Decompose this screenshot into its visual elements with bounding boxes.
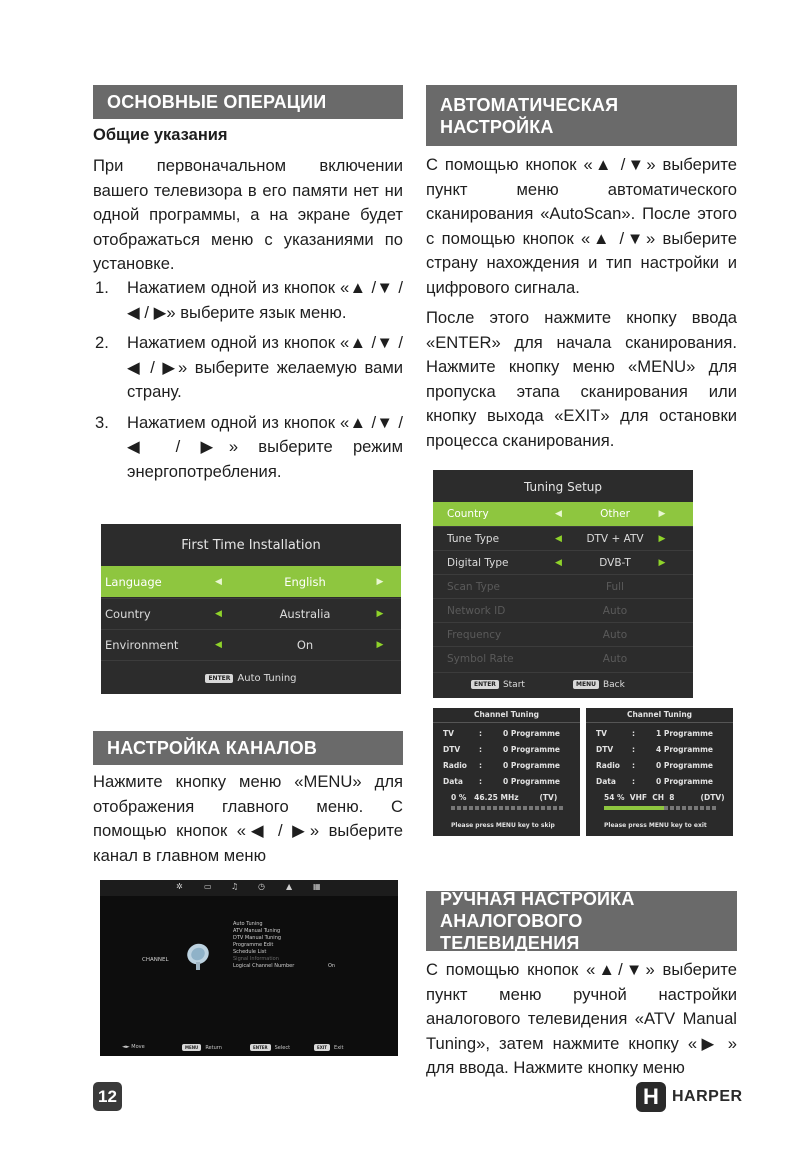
setup-tab-icon[interactable]: ▦ <box>313 882 321 891</box>
auto-paragraph-2: После этого нажмите кнопку ввода «ENTER» для начала сканирования. Нажмите кнопку меню «MENU» для пропуска этапа сканирования или кнопку выхода «EXIT» для остановки процесса сканирования. <box>426 308 737 450</box>
fti-row-environment[interactable]: Environment ◀ On ▶ <box>101 629 401 659</box>
ts-footer: ENTER Start MENU Back <box>433 672 693 697</box>
channels-paragraph: Нажмите кнопку меню «MENU» для отображения главного меню. С помощью кнопок «◀ / ▶» выберите канал в главном меню <box>93 772 403 865</box>
menu-item[interactable]: Programme Edit <box>233 942 274 948</box>
ts-row-network-id: Network ID Auto <box>433 598 693 622</box>
scan-note: Please press MENU key to skip <box>451 822 555 829</box>
screen-title: First Time Installation <box>181 538 321 553</box>
scan-status: 0 % 46.25 MHz (TV) <box>451 793 558 802</box>
fti-row-country[interactable]: Country ◀ Australia ▶ <box>101 598 401 628</box>
menu-item[interactable]: DTV Manual Tuning <box>233 935 282 941</box>
section-heading-manual-atv: РУЧНАЯ НАСТРОЙКА АНАЛОГОВОГО ТЕЛЕВИДЕНИЯ <box>426 891 737 951</box>
brand-logo <box>636 1082 743 1112</box>
arrow-right-icon: ▶ <box>376 576 384 587</box>
arrow-left-icon: ◀ <box>215 639 222 650</box>
enter-key-icon: ENTER <box>205 674 233 683</box>
ts-row-frequency: Frequency Auto <box>433 622 693 646</box>
menu-item[interactable]: Logical Channel Number <box>233 963 295 969</box>
fti-row-language[interactable]: Language ◀ English ▶ <box>101 566 401 597</box>
screen-title: Channel Tuning <box>586 708 733 723</box>
auto-paragraph-1: С помощью кнопок «▲ /▼» выберите пункт меню автоматического сканирования «AutoScan». После этого с помощью кнопок «▲ /▼» выберите страну нахождения и тип настройки и цифрового сигнала. <box>426 155 737 297</box>
arrow-right-icon: ▶ <box>376 608 384 619</box>
main-menu-screen <box>100 880 398 1056</box>
lock-tab-icon[interactable]: ▲ <box>286 882 293 891</box>
section-heading-basic-operations: ОСНОВНЫЕ ОПЕРАЦИИ <box>93 85 403 119</box>
brand-name: HARPER <box>672 1088 743 1105</box>
menu-item[interactable]: ATV Manual Tuning <box>233 928 281 934</box>
satellite-dish-icon <box>184 940 214 972</box>
manual-paragraph: С помощью кнопок «▲/▼» выберите пункт меню ручной настройки аналогового телевидения «ATV Manual Tuning», затем нажмите кнопку «▶ » для ввода. Нажмите кнопку меню <box>426 960 737 1077</box>
fti-footer: ENTER Auto Tuning <box>101 660 401 695</box>
channel-tuning-screen-2: Channel Tuning TV : 1 Programme DTV : 4 Programme Radio : 0 Programme Data : 0 Programme 54 % VHF CH 8 (DTV) Please press MENU key to exit <box>586 708 733 836</box>
steps-list <box>93 276 403 490</box>
scan-progress-fill <box>604 806 664 810</box>
menu-footer: ◄► Move MENU Return ENTER Select EXIT Exit <box>122 1044 344 1051</box>
page-number: 12 <box>93 1082 122 1111</box>
channel-tuning-screen-1: Channel Tuning TV : 0 Programme DTV : 0 Programme Radio : 0 Programme Data : 0 Programme 0 % 46.25 MHz (TV) Please press MENU key to skip <box>433 708 580 836</box>
menu-item[interactable]: Schedule List <box>233 949 267 955</box>
enter-key-icon: ENTER <box>471 680 499 689</box>
first-time-installation-screen <box>101 524 401 694</box>
intro-paragraph: При первоначальном включении вашего телевизора в его памяти нет ни одной программы, а на экране будет отображаться меню с указаниями по установке. <box>93 156 403 273</box>
screen-title: Tuning Setup <box>523 480 603 494</box>
arrow-left-icon: ◀ <box>215 576 222 587</box>
screen-title: Channel Tuning <box>433 708 580 723</box>
subheading-general: Общие указания <box>93 126 228 144</box>
menu-item[interactable]: Auto Tuning <box>233 921 263 927</box>
brand-logo-icon: H <box>636 1082 666 1112</box>
tuning-setup-screen <box>433 470 693 698</box>
arrow-left-icon: ◀ <box>555 557 562 568</box>
menu-top-bar <box>100 880 398 896</box>
ts-row-symbol-rate: Symbol Rate Auto <box>433 646 693 670</box>
channel-tab-icon[interactable]: ✲ <box>176 882 183 891</box>
step-item: 1. Нажатием одной из кнопок «▲ /▼ / ◀ / ▶» выберите язык меню. <box>95 278 403 322</box>
ts-row-digital-type[interactable]: Digital Type ◀ DVB-T ▶ <box>433 550 693 574</box>
menu-category-label: CHANNEL <box>142 957 169 963</box>
arrow-right-icon: ▶ <box>658 533 666 544</box>
scan-note: Please press MENU key to exit <box>604 822 707 829</box>
arrow-left-icon: ◀ <box>215 608 222 619</box>
time-tab-icon[interactable]: ◷ <box>258 882 265 891</box>
scan-status: 54 % VHF CH 8 (DTV) <box>604 793 725 802</box>
ts-row-tune-type[interactable]: Tune Type ◀ DTV + ATV ▶ <box>433 526 693 550</box>
section-heading-auto-tuning: АВТОМАТИЧЕСКАЯ НАСТРОЙКА <box>426 85 737 146</box>
ts-row-country[interactable]: Country ◀ Other ▶ <box>433 502 693 526</box>
lcn-value: On <box>328 963 336 969</box>
arrow-right-icon: ▶ <box>376 639 384 650</box>
menu-item[interactable]: Signal Information <box>233 956 279 962</box>
arrow-right-icon: ▶ <box>658 557 666 568</box>
arrow-left-icon: ◀ <box>555 509 562 519</box>
step-item: 2. Нажатием одной из кнопок «▲ /▼ / ◀ / ▶» выберите желаемую вами страну. <box>95 333 404 401</box>
scan-progress-bar <box>604 806 716 810</box>
arrow-right-icon: ▶ <box>658 509 666 519</box>
step-item: 3. Нажатием одной из кнопок «▲ /▼ / ◀ / ▶» выберите режим энергопотребления. <box>95 412 403 481</box>
section-heading-channel-setup: НАСТРОЙКА КАНАЛОВ <box>93 731 403 765</box>
picture-tab-icon[interactable]: ▭ <box>204 882 212 891</box>
ts-row-scan-type: Scan Type Full <box>433 574 693 598</box>
arrow-left-icon: ◀ <box>555 533 562 544</box>
menu-key-icon: MENU <box>573 680 599 689</box>
sound-tab-icon[interactable]: ♫ <box>231 882 239 891</box>
scan-progress-bar <box>451 806 563 810</box>
